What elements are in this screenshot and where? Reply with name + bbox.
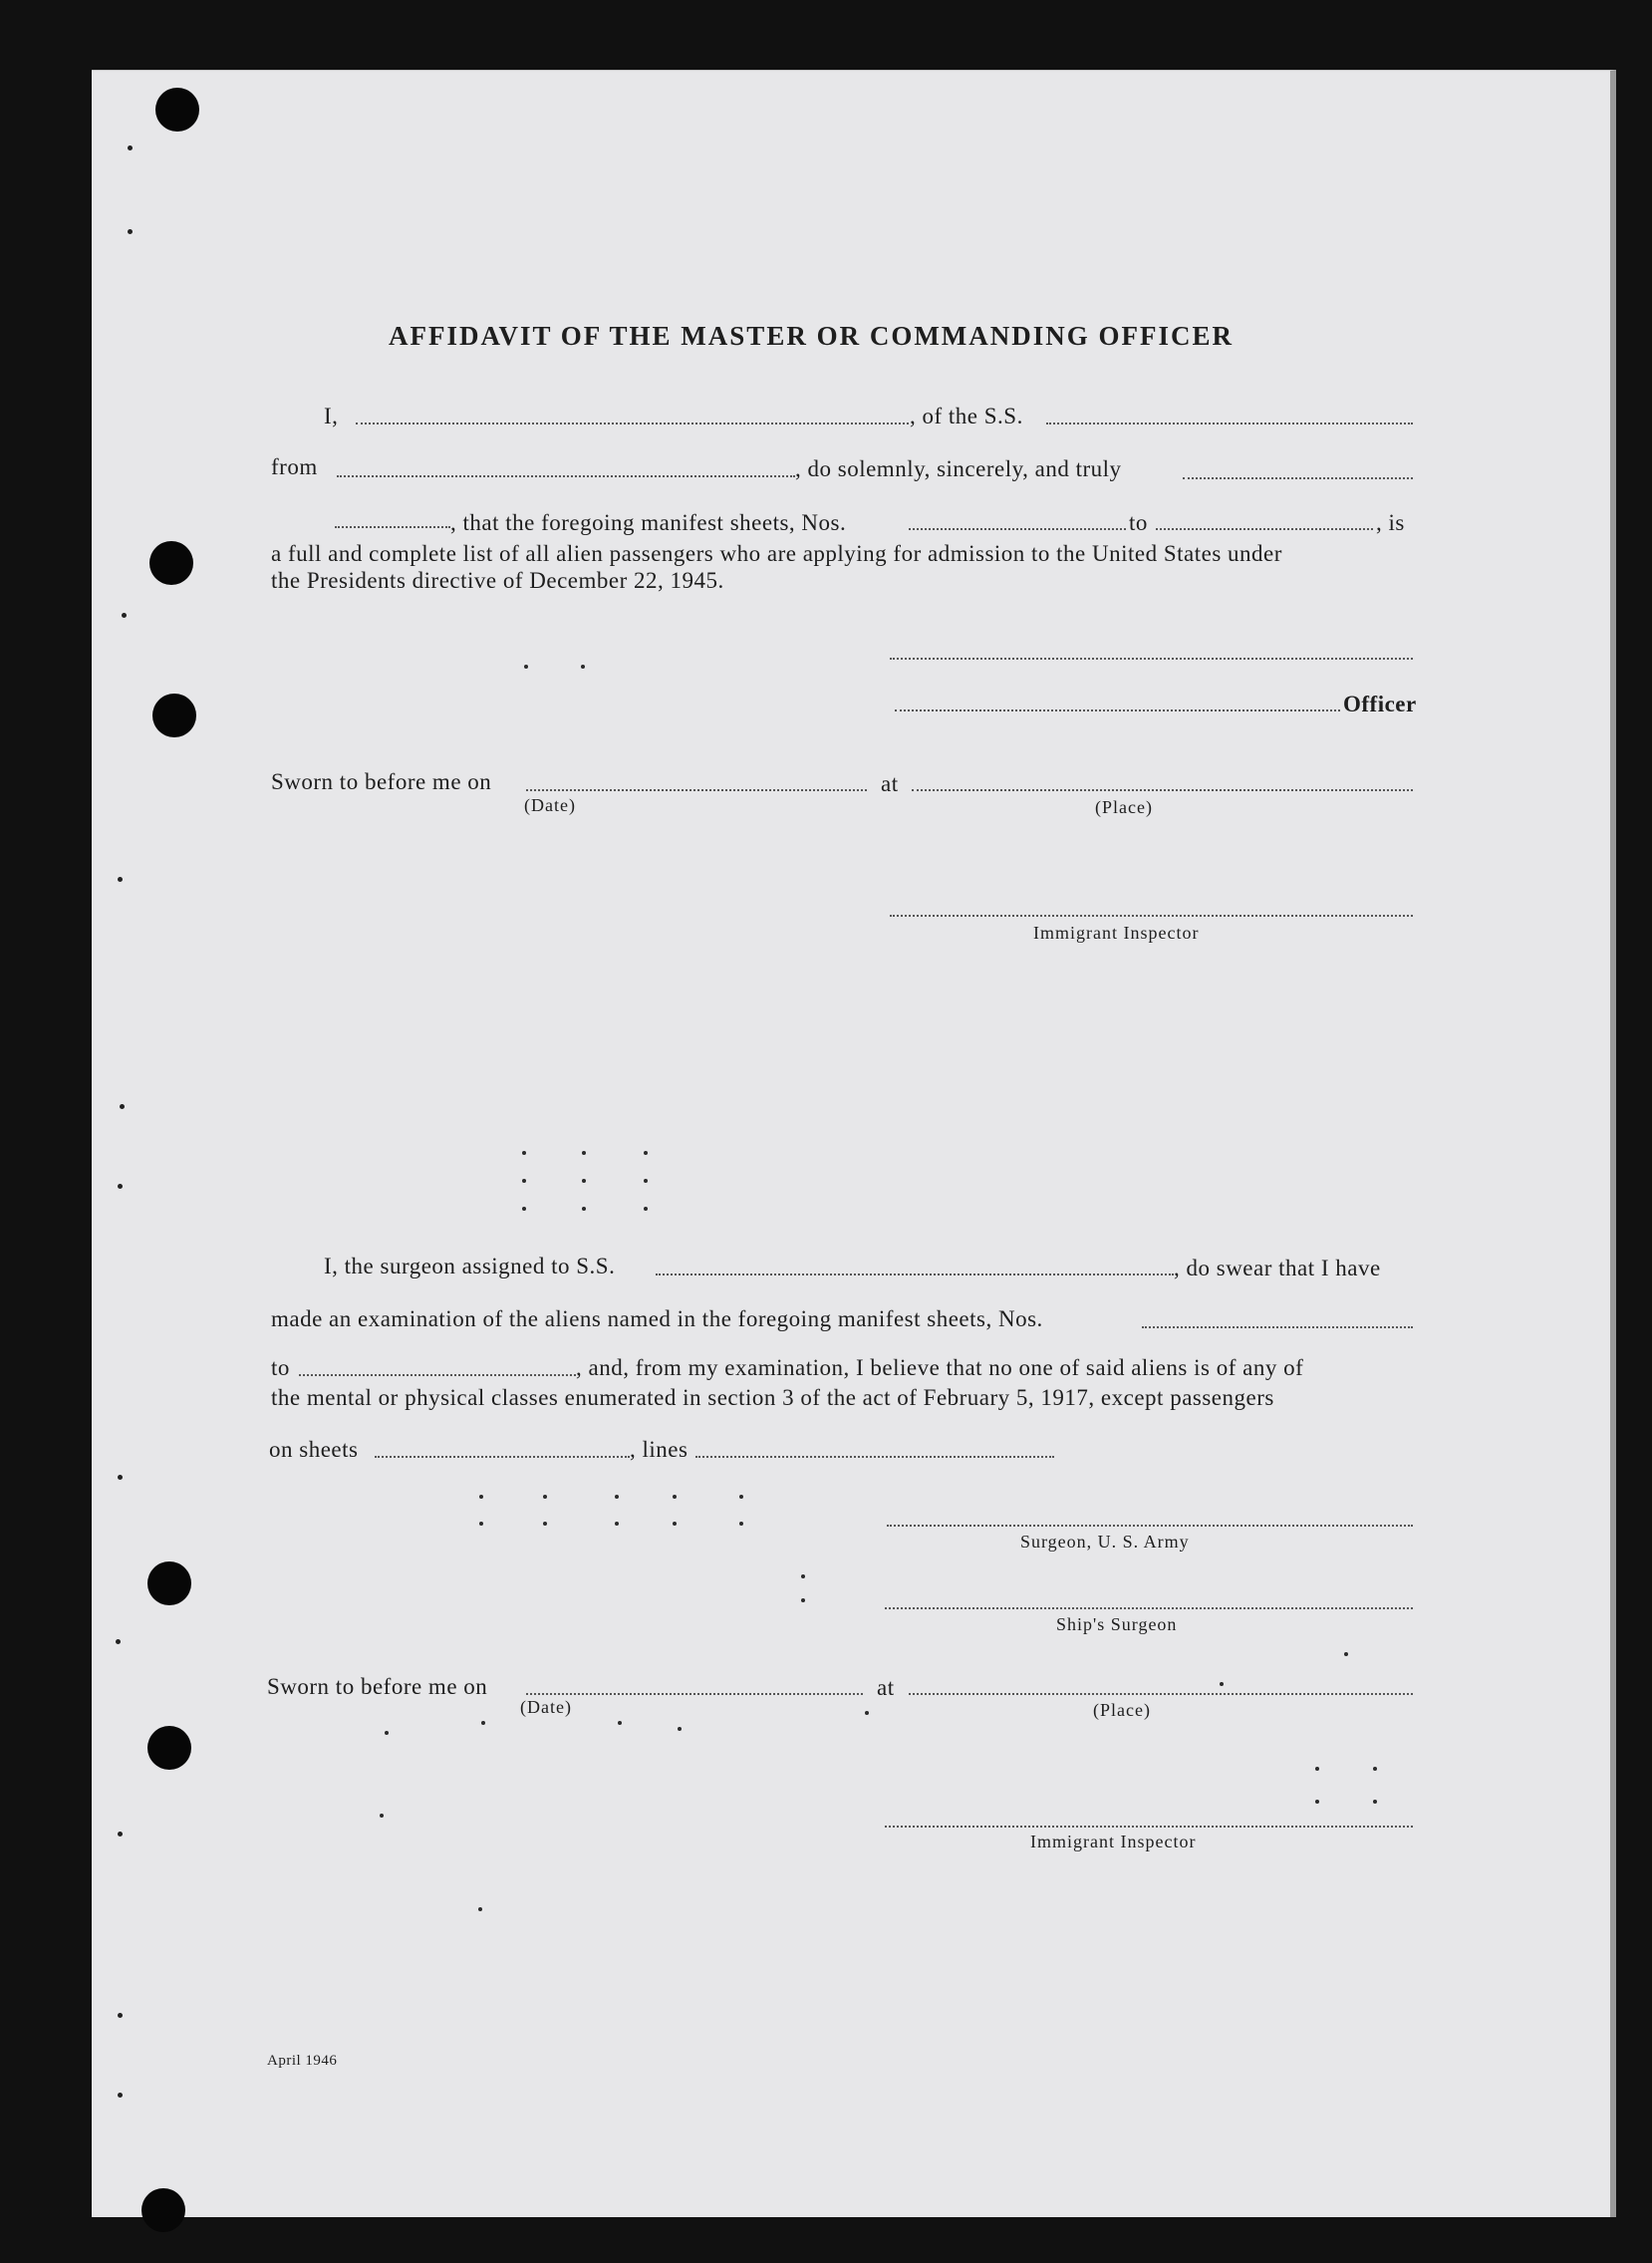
surgeon-sworn-place-field[interactable] (909, 1693, 1413, 1695)
surgeon-intro-label: I, the surgeon assigned to S.S. (324, 1254, 616, 1278)
bleed-dot (1315, 1800, 1319, 1804)
surgeon-sheets-label: on sheets (269, 1437, 359, 1462)
bleed-dot (1373, 1767, 1377, 1771)
scan-border-bottom (92, 2216, 1616, 2263)
bleed-dot (1220, 1682, 1224, 1686)
bleed-dot (543, 1522, 547, 1526)
bleed-dot (644, 1179, 648, 1183)
bleed-dot (739, 1522, 743, 1526)
surgeon-sworn-date-field[interactable] (526, 1693, 863, 1695)
punch-hole (149, 541, 193, 585)
surgeon-to-label: to (271, 1355, 290, 1380)
bleed-dot (581, 665, 585, 669)
margin-mark (118, 2093, 123, 2098)
punch-hole (155, 88, 199, 132)
bleed-dot (543, 1495, 547, 1499)
bleed-dot (481, 1721, 485, 1725)
surgeon-classes-label: the mental or physical classes enumerated in section 3 of the act of February 5, 1917, except passengers (271, 1385, 1274, 1410)
surgeon-except-lines-field[interactable] (695, 1456, 1054, 1458)
scan-border-left (0, 0, 92, 2263)
surgeon-sheet-from-field[interactable] (1142, 1326, 1413, 1328)
margin-mark (118, 1475, 123, 1480)
bleed-dot (522, 1207, 526, 1211)
bleed-dot (582, 1151, 586, 1155)
scan-border-top (0, 0, 1652, 70)
master-sworn-place-field[interactable] (912, 789, 1413, 791)
master-signature-line[interactable] (890, 658, 1413, 660)
punch-hole (141, 2188, 185, 2232)
bleed-dot (678, 1727, 682, 1731)
bleed-dot (1373, 1800, 1377, 1804)
surgeon-lines-label: , lines (630, 1437, 688, 1462)
margin-mark (118, 1832, 123, 1837)
master-name-field[interactable] (356, 423, 909, 424)
master-inspector-label: Immigrant Inspector (1033, 923, 1200, 943)
margin-mark (116, 1639, 121, 1644)
oath-continuation-field[interactable] (335, 526, 450, 528)
margin-mark (118, 877, 123, 882)
margin-mark (128, 229, 133, 234)
ship-name-field[interactable] (1046, 423, 1413, 424)
master-inspector-signature-line[interactable] (890, 915, 1413, 917)
surgeon-inspector-signature-line[interactable] (885, 1826, 1413, 1828)
margin-mark (120, 1104, 125, 1109)
bleed-dot (1344, 1652, 1348, 1656)
army-surgeon-signature-line[interactable] (887, 1525, 1413, 1527)
master-of-ss-label: , of the S.S. (910, 404, 1023, 428)
surgeon-inspector-label: Immigrant Inspector (1030, 1832, 1197, 1851)
form-title: AFFIDAVIT OF THE MASTER OR COMMANDING OFFICER (389, 321, 1235, 351)
master-date-caption: (Date) (524, 795, 576, 815)
master-sworn-date-field[interactable] (526, 789, 867, 791)
punch-hole (147, 1726, 191, 1770)
bleed-dot (673, 1495, 677, 1499)
army-surgeon-label: Surgeon, U. S. Army (1020, 1532, 1190, 1552)
scan-border-right (1616, 0, 1652, 2263)
port-from-field[interactable] (337, 475, 795, 477)
master-to-label: to (1129, 510, 1148, 535)
bleed-dot (1315, 1767, 1319, 1771)
bleed-dot (522, 1179, 526, 1183)
margin-mark (128, 145, 133, 150)
bleed-dot (615, 1522, 619, 1526)
sheet-to-field[interactable] (1156, 528, 1373, 530)
margin-mark (118, 2013, 123, 2018)
surgeon-examination-label: made an examination of the aliens named in the foregoing manifest sheets, Nos. (271, 1306, 1043, 1331)
ships-surgeon-signature-line[interactable] (885, 1607, 1413, 1609)
margin-mark (118, 1184, 123, 1189)
bleed-dot (479, 1495, 483, 1499)
bleed-dot (673, 1522, 677, 1526)
surgeon-date-caption: (Date) (520, 1697, 572, 1717)
master-foregoing-label: , that the foregoing manifest sheets, Nos. (450, 510, 847, 535)
bleed-dot (524, 665, 528, 669)
bleed-dot (618, 1721, 622, 1725)
master-place-caption: (Place) (1095, 797, 1153, 817)
surgeon-place-caption: (Place) (1093, 1700, 1151, 1720)
master-sworn-label: Sworn to before me on (271, 769, 492, 794)
officer-signature-line[interactable] (895, 709, 1340, 711)
surgeon-finding-label: , and, from my examination, I believe that no one of said aliens is of any of (576, 1355, 1304, 1380)
punch-hole (152, 694, 196, 737)
bleed-dot (739, 1495, 743, 1499)
margin-mark (122, 613, 127, 618)
bleed-dot (582, 1207, 586, 1211)
master-statement-line4: a full and complete list of all alien passengers who are applying for admission to the United States under (271, 541, 1282, 566)
master-from-label: from (271, 454, 318, 479)
master-statement-line5: the Presidents directive of December 22, 1945. (271, 568, 724, 593)
surgeon-sheet-to-field[interactable] (299, 1374, 576, 1376)
form-sheet (92, 70, 1616, 2217)
bleed-dot (644, 1207, 648, 1211)
oath-word-field[interactable] (1183, 477, 1413, 479)
surgeon-sworn-label: Sworn to before me on (267, 1674, 488, 1699)
punch-hole (147, 1561, 191, 1605)
master-is-label: , is (1376, 510, 1405, 535)
bleed-dot (522, 1151, 526, 1155)
bleed-dot (478, 1907, 482, 1911)
ships-surgeon-label: Ship's Surgeon (1056, 1614, 1178, 1634)
bleed-dot (385, 1731, 389, 1735)
sheet-from-field[interactable] (909, 528, 1126, 530)
surgeon-swear-label: , do swear that I have (1174, 1256, 1381, 1280)
surgeon-ship-field[interactable] (656, 1273, 1174, 1275)
footer-date: April 1946 (267, 2053, 338, 2069)
surgeon-except-sheets-field[interactable] (375, 1456, 630, 1458)
bleed-dot (801, 1574, 805, 1578)
surgeon-at-label: at (877, 1675, 895, 1700)
bleed-dot (380, 1814, 384, 1818)
bleed-dot (582, 1179, 586, 1183)
bleed-dot (644, 1151, 648, 1155)
bleed-dot (479, 1522, 483, 1526)
bleed-dot (801, 1598, 805, 1602)
bleed-dot (865, 1711, 869, 1715)
master-solemnly-label: , do solemnly, sincerely, and truly (795, 456, 1122, 481)
bleed-dot (615, 1495, 619, 1499)
master-at-label: at (881, 771, 899, 796)
master-i-label: I, (324, 404, 339, 428)
officer-label: Officer (1343, 692, 1417, 716)
